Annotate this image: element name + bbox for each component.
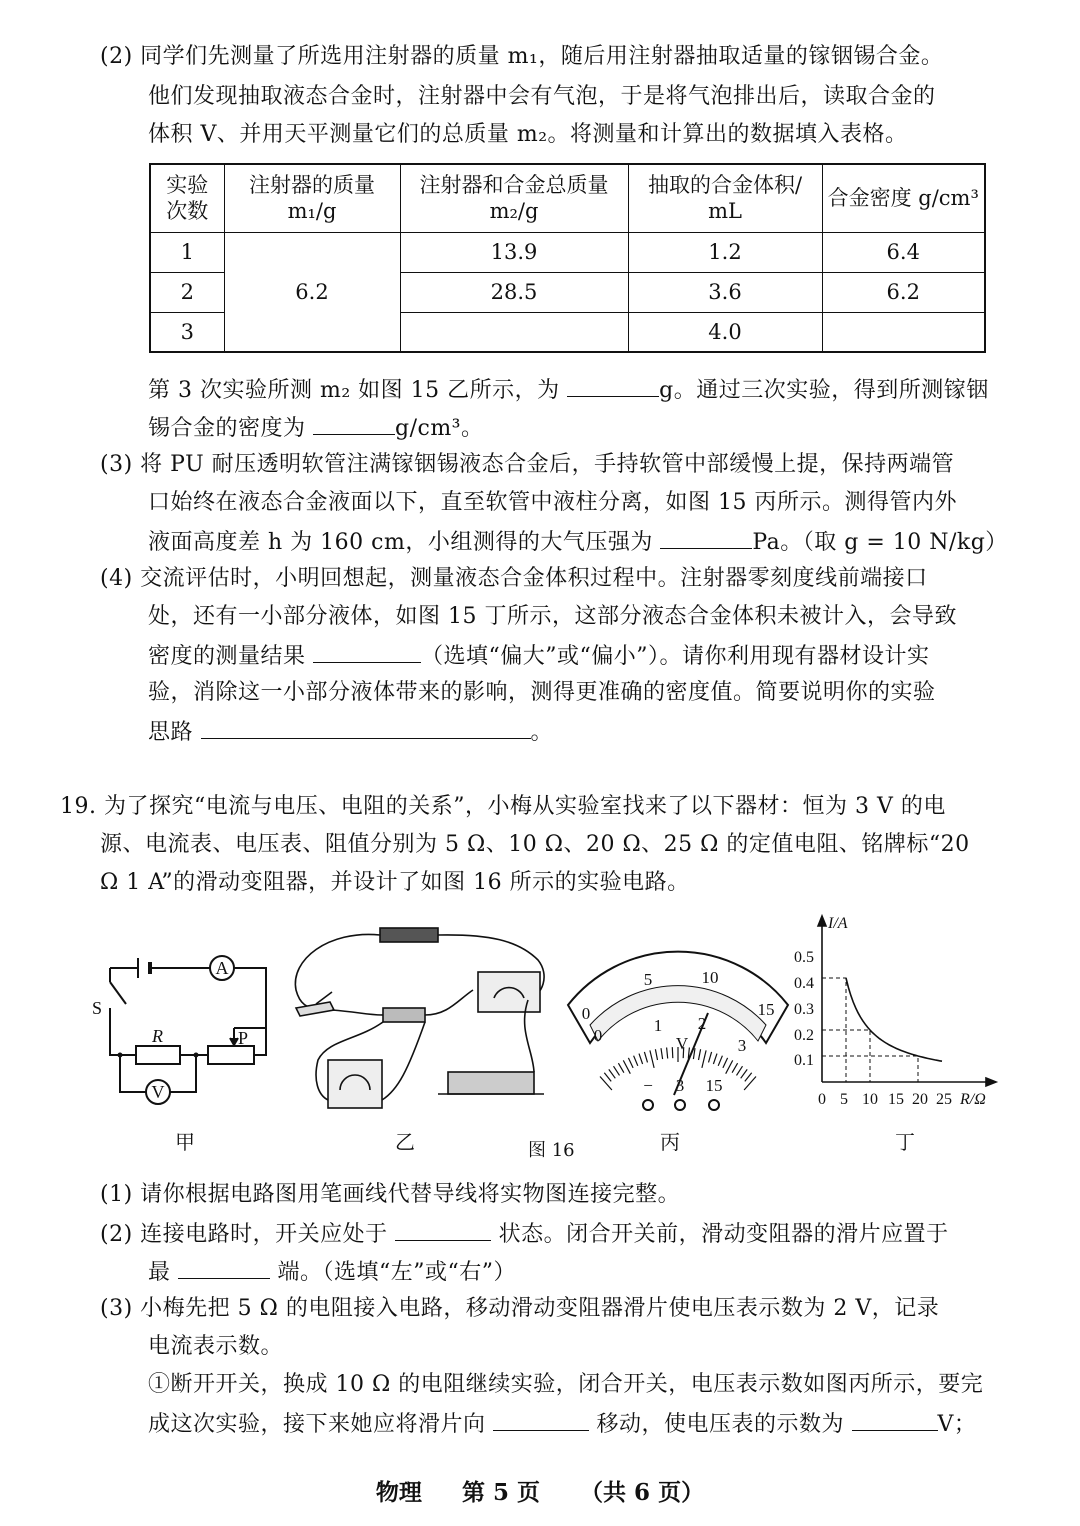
rheostat-symbol bbox=[208, 1046, 254, 1064]
current-resistance-graph bbox=[790, 908, 1002, 1108]
answer-blank[interactable] bbox=[493, 1408, 589, 1431]
svg-text:3: 3 bbox=[675, 1076, 685, 1095]
scale-tick bbox=[628, 1058, 633, 1068]
svg-text:0.5: 0.5 bbox=[794, 949, 814, 966]
q18-3-line3: 液面高度差 h 为 160 cm，小组测得的大气压强为 Pa。（取 g = 10 N/kg） bbox=[148, 526, 1008, 558]
answer-blank[interactable] bbox=[178, 1256, 270, 1279]
q19-line3: Ω 1 A”的滑动变阻器，并设计了如图 16 所示的实验电路。 bbox=[100, 870, 690, 895]
svg-text:1: 1 bbox=[653, 1016, 663, 1035]
scale-tick bbox=[732, 1063, 738, 1073]
scale-tick bbox=[667, 1048, 668, 1059]
scale-tick bbox=[672, 1047, 673, 1058]
scale-tick bbox=[709, 1052, 712, 1063]
figure-label-ding: 丁 bbox=[895, 1130, 915, 1154]
resistor-symbol bbox=[136, 1046, 180, 1064]
footer-page: 第 5 页 bbox=[461, 1479, 540, 1506]
y-axis-arrow bbox=[818, 916, 826, 926]
footer-subject: 物理 bbox=[375, 1479, 422, 1506]
q19-3-line2: 电流表示数。 bbox=[148, 1334, 284, 1359]
scale-tick bbox=[745, 1073, 752, 1082]
q18-3-line1: (3) 将 PU 耐压透明软管注满镓铟锡液态合金后，手持软管中部缓慢上提，保持两端管 bbox=[100, 452, 955, 477]
rheostat-part bbox=[448, 1072, 534, 1094]
svg-text:0: 0 bbox=[581, 1004, 591, 1023]
scale-tick bbox=[702, 1050, 706, 1068]
voltmeter-dial bbox=[562, 945, 794, 1117]
data-table bbox=[149, 163, 986, 353]
answer-blank[interactable] bbox=[660, 526, 752, 549]
q18-4-line4: 验，消除这一小部分液体带来的影响，测得更准确的密度值。简要说明你的实验 bbox=[148, 680, 936, 705]
scale-tick bbox=[614, 1066, 620, 1075]
svg-text:0: 0 bbox=[593, 1026, 603, 1045]
resistor-part bbox=[383, 1008, 425, 1022]
scale-tick bbox=[623, 1060, 630, 1073]
svg-text:5: 5 bbox=[840, 1091, 848, 1108]
table-row: 1 6.2 13.9 1.2 6.4 bbox=[150, 232, 985, 272]
svg-text:10: 10 bbox=[862, 1091, 878, 1108]
scale-tick bbox=[744, 1077, 756, 1091]
table-header-volume: 抽取的合金体积/ mL bbox=[628, 164, 822, 232]
q18-2-line3: 体积 V、并用天平测量它们的总质量 m₂。将测量和计算出的数据填入表格。 bbox=[148, 122, 908, 147]
resistor-label: R bbox=[152, 1026, 163, 1046]
svg-text:10: 10 bbox=[701, 968, 719, 987]
q19-2-line1: (2) 连接电路时，开关应处于 状态。闭合开关前，滑动变阻器的滑片应置于 bbox=[100, 1218, 949, 1250]
q19-2-line2: 最 端。（选填“左”或“右”） bbox=[148, 1256, 516, 1288]
table-header-trial: 实验 次数 bbox=[150, 164, 224, 232]
scale-tick bbox=[699, 1049, 701, 1060]
svg-text:0.4: 0.4 bbox=[794, 975, 814, 992]
switch-part bbox=[296, 1002, 334, 1016]
table-header-m2: 注射器和合金总质量 m₂/g bbox=[400, 164, 628, 232]
svg-text:0: 0 bbox=[818, 1091, 826, 1108]
scale-tick bbox=[604, 1073, 611, 1082]
svg-text:25: 25 bbox=[936, 1091, 952, 1108]
scale-tick bbox=[655, 1049, 657, 1060]
scale-tick bbox=[600, 1077, 612, 1091]
switch-label: S bbox=[92, 998, 103, 1018]
answer-blank[interactable] bbox=[395, 1218, 491, 1241]
scale-tick bbox=[726, 1060, 733, 1073]
switch-symbol bbox=[110, 982, 126, 1004]
svg-text:15: 15 bbox=[705, 1076, 723, 1095]
svg-text:20: 20 bbox=[912, 1091, 928, 1108]
svg-text:2: 2 bbox=[697, 1014, 707, 1033]
answer-blank[interactable] bbox=[313, 412, 395, 435]
svg-text:−: − bbox=[643, 1076, 653, 1095]
svg-text:15: 15 bbox=[888, 1091, 904, 1108]
q18-2-line5: 锡合金的密度为 g/cm³。 bbox=[148, 412, 484, 444]
svg-text:0.2: 0.2 bbox=[794, 1027, 814, 1044]
voltmeter-part bbox=[328, 1060, 382, 1108]
svg-text:0.1: 0.1 bbox=[794, 1052, 814, 1069]
circuit-diagram bbox=[88, 940, 278, 1120]
q18-2-line1: (2) 同学们先测量了所选用注射器的质量 m₁，随后用注射器抽取适量的镓铟锡合金。 bbox=[100, 44, 944, 69]
q19-3-1-line1: ①断开开关，换成 10 Ω 的电阻继续实验，闭合开关，电压表示数如图丙所示，要完 bbox=[148, 1372, 984, 1397]
terminal-negative bbox=[643, 1100, 653, 1110]
q19-3-1-line2: 成这次实验，接下来她应将滑片向 移动，使电压表的示数为 V； bbox=[148, 1408, 976, 1440]
page-footer bbox=[0, 1474, 1080, 1507]
q18-4-line1: (4) 交流评估时，小明回想起，测量液态合金体积过程中。注射器零刻度线前端接口 bbox=[100, 566, 928, 591]
x-axis-label: R/Ω bbox=[960, 1091, 986, 1108]
q19-line1: 19. 为了探究“电流与电压、电阻的关系”，小梅从实验室找来了以下器材：恒为 3 V 的电 bbox=[60, 794, 946, 819]
svg-text:15: 15 bbox=[757, 1000, 775, 1019]
apparatus-diagram bbox=[288, 920, 556, 1125]
q18-4-line3: 密度的测量结果 （选填“偏大”或“偏小”）。请你利用现有器材设计实 bbox=[148, 640, 930, 672]
figure-caption: 图 16 bbox=[528, 1140, 575, 1161]
ammeter-part bbox=[478, 972, 540, 1012]
answer-blank[interactable] bbox=[201, 716, 531, 739]
scale-tick bbox=[650, 1050, 654, 1068]
y-axis-label: I/A bbox=[828, 915, 848, 932]
figure-label-jia: 甲 bbox=[175, 1130, 195, 1154]
scale-tick bbox=[723, 1058, 728, 1068]
terminal-3 bbox=[675, 1100, 685, 1110]
svg-text:3: 3 bbox=[737, 1036, 747, 1055]
i-r-curve bbox=[846, 978, 942, 1061]
scale-tick bbox=[741, 1069, 748, 1078]
footer-total: （共 6 页） bbox=[580, 1479, 705, 1506]
q18-4-line5: 思路 。 bbox=[148, 716, 553, 748]
slider-label: P bbox=[238, 1028, 249, 1048]
answer-blank[interactable] bbox=[567, 374, 659, 397]
x-axis-arrow bbox=[986, 1078, 996, 1086]
q18-2-line4: 第 3 次实验所测 m₂ 如图 15 乙所示，为 g。通过三次实验，得到所测镓铟 bbox=[148, 374, 989, 406]
scale-tick bbox=[644, 1052, 647, 1063]
q19-3-line1: (3) 小梅先把 5 Ω 的电阻接入电路，移动滑动变阻器滑片使电压表示数为 2 V，记录 bbox=[100, 1296, 940, 1321]
table-cell-m1: 6.2 bbox=[224, 232, 400, 352]
table-row: 3 4.0 bbox=[150, 312, 985, 352]
scale-tick bbox=[718, 1056, 722, 1066]
answer-blank[interactable] bbox=[313, 640, 421, 663]
scale-tick bbox=[661, 1048, 663, 1059]
scale-tick bbox=[634, 1056, 638, 1066]
figure-label-bing: 丙 bbox=[660, 1130, 680, 1154]
table-row: 2 28.5 3.6 6.2 bbox=[150, 272, 985, 312]
q18-3-line2: 口始终在液态合金液面以下，直至软管中液柱分离，如图 15 丙所示。测得管内外 bbox=[148, 490, 957, 515]
svg-text:V: V bbox=[675, 1034, 689, 1053]
answer-blank[interactable] bbox=[852, 1408, 938, 1431]
scale-tick bbox=[639, 1054, 643, 1064]
ammeter-label: A bbox=[215, 958, 229, 978]
scale-tick bbox=[618, 1063, 624, 1073]
q18-2-line2: 他们发现抽取液态合金时，注射器中会有气泡，于是将气泡排出后，读取合金的 bbox=[148, 84, 936, 109]
table-header-m1: 注射器的质量 m₁/g bbox=[224, 164, 400, 232]
voltmeter-label: V bbox=[151, 1082, 165, 1102]
q19-1: (1) 请你根据电路图用笔画线代替导线将实物图连接完整。 bbox=[100, 1182, 681, 1207]
svg-text:5: 5 bbox=[643, 970, 653, 989]
figure-label-yi: 乙 bbox=[395, 1130, 415, 1154]
scale-tick bbox=[713, 1054, 717, 1064]
svg-text:0.3: 0.3 bbox=[794, 1001, 814, 1018]
table-header-density: 合金密度 g/cm³ bbox=[822, 164, 985, 232]
q19-line2: 源、电流表、电压表、阻值分别为 5 Ω、10 Ω、20 Ω、25 Ω 的定值电阻、铭牌标“20 bbox=[100, 832, 970, 857]
terminal-15 bbox=[709, 1100, 719, 1110]
battery-box bbox=[380, 928, 438, 942]
scale-tick bbox=[609, 1069, 616, 1078]
scale-tick bbox=[737, 1066, 743, 1075]
q18-4-line2: 处，还有一小部分液体，如图 15 丁所示，这部分液态合金体积未被计入，会导致 bbox=[148, 604, 957, 629]
